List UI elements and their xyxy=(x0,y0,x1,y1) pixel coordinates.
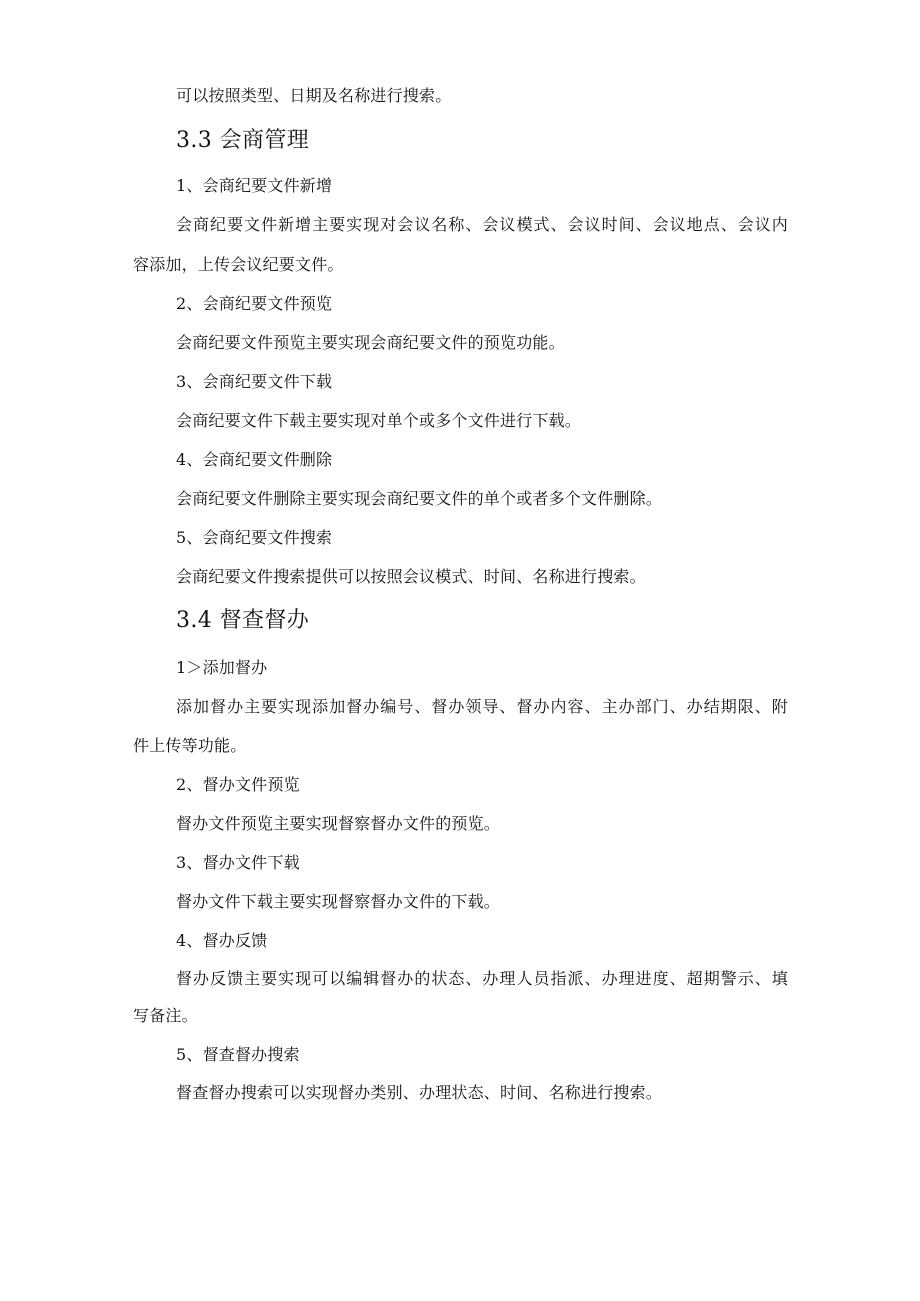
item-desc-3-4-1-line2: 件上传等功能。 xyxy=(133,736,247,755)
item-title-3-3-2: 2、会商纪要文件预览 xyxy=(176,294,333,313)
item-desc-3-4-1-line1: 添加督办主要实现添加督办编号、督办领导、督办内容、主办部门、办结期限、附 xyxy=(176,697,788,716)
item-desc-3-3-1-line1: 会商纪要文件新增主要实现对会议名称、会议模式、会议时间、会议地点、会议内 xyxy=(176,215,788,234)
item-desc-3-3-3: 会商纪要文件下载主要实现对单个或多个文件进行下载。 xyxy=(176,411,582,430)
item-desc-3-4-4-line1: 督办反馈主要实现可以编辑督办的状态、办理人员指派、办理进度、超期警示、填 xyxy=(176,969,788,988)
item-title-3-4-3: 3、督办文件下载 xyxy=(176,853,300,872)
item-title-3-3-3: 3、会商纪要文件下载 xyxy=(176,372,333,391)
item-desc-3-3-5: 会商纪要文件搜索提供可以按照会议模式、时间、名称进行搜索。 xyxy=(176,567,646,586)
item-title-3-4-5: 5、督查督办搜索 xyxy=(176,1045,300,1064)
item-desc-3-3-4: 会商纪要文件删除主要实现会商纪要文件的单个或者多个文件删除。 xyxy=(176,489,663,508)
item-desc-3-4-4-line2: 写备注。 xyxy=(133,1006,198,1025)
item-desc-3-3-1-line2: 容添加，上传会议纪要文件。 xyxy=(133,255,344,274)
paragraph-search-note: 可以按照类型、日期及名称进行搜索。 xyxy=(176,86,452,105)
item-desc-3-4-5: 督查督办搜索可以实现督办类别、办理状态、时间、名称进行搜索。 xyxy=(176,1083,663,1102)
section-heading-3-3: 3.3 会商管理 xyxy=(176,128,310,153)
item-title-3-4-1: 1＞添加督办 xyxy=(176,658,268,677)
item-title-3-3-4: 4、会商纪要文件删除 xyxy=(176,450,333,469)
item-title-3-3-1: 1、会商纪要文件新增 xyxy=(176,176,333,195)
item-title-3-4-4: 4、督办反馈 xyxy=(176,931,268,950)
section-heading-3-4: 3.4 督查督办 xyxy=(176,608,310,633)
item-title-3-4-2: 2、督办文件预览 xyxy=(176,775,300,794)
item-desc-3-4-2: 督办文件预览主要实现督察督办文件的预览。 xyxy=(176,814,501,833)
item-desc-3-4-3: 督办文件下载主要实现督察督办文件的下载。 xyxy=(176,892,501,911)
item-desc-3-3-2: 会商纪要文件预览主要实现会商纪要文件的预览功能。 xyxy=(176,333,565,352)
item-title-3-3-5: 5、会商纪要文件搜索 xyxy=(176,528,333,547)
